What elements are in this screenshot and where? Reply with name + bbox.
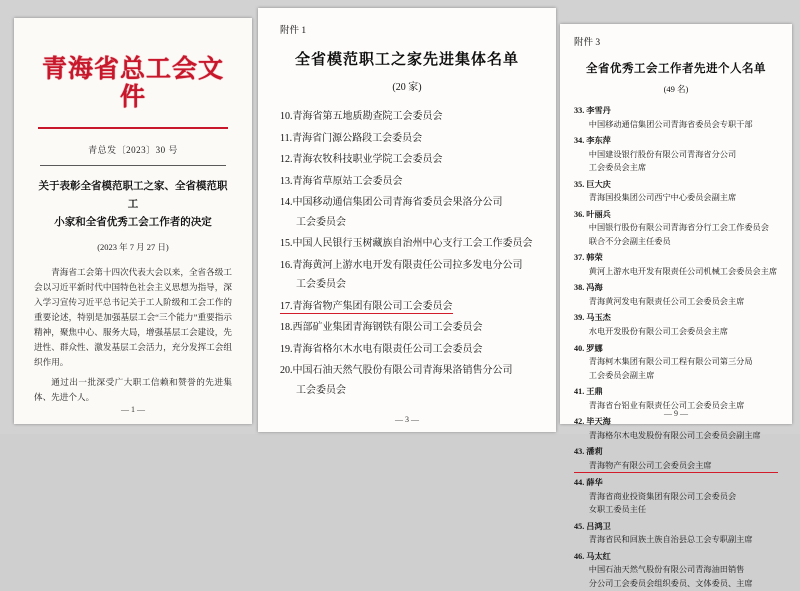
list-item bbox=[574, 251, 778, 278]
list-item bbox=[574, 134, 778, 175]
right-list-subtitle: (49 名) bbox=[663, 84, 689, 94]
list-item-detail: 青海省民和回族土族自治县总工会专职副主席 bbox=[588, 535, 753, 545]
list-item-text: 17.青海省物产集团有限公司工会委员会 bbox=[280, 300, 453, 312]
list-item bbox=[574, 208, 778, 249]
masthead-divider bbox=[38, 127, 228, 129]
list-item-name: 34. 李东萍 bbox=[574, 136, 611, 146]
list-item-detail: 青海柯木集团有限公司工程有限公司第三分局 bbox=[588, 357, 753, 367]
list-item bbox=[574, 104, 778, 131]
list-item-detail: 青海省台铝业有限责任公司工会委员会主席 bbox=[588, 400, 745, 410]
list-item bbox=[574, 281, 778, 308]
list-item bbox=[574, 415, 778, 442]
list-item-detail: 青海物产有限公司工会委员会主席 bbox=[574, 459, 778, 474]
list-item-text: 14.中国移动通信集团公司青海省委员会果洛分公司 bbox=[280, 197, 503, 208]
list-item-text: 15.中国人民银行玉树藏族自治州中心支行工会工作委员会 bbox=[280, 238, 533, 249]
list-item-detail: 青海省商业投资集团有限公司工会委员会 bbox=[588, 491, 737, 501]
left-page-content bbox=[14, 18, 252, 424]
list-item-detail: 青海格尔木电发股份有限公司工会委员会副主席 bbox=[588, 430, 761, 440]
list-item-name: 40. 罗娜 bbox=[574, 343, 603, 353]
list-item bbox=[280, 234, 534, 254]
list-item-name: 46. 马太红 bbox=[574, 551, 611, 561]
list-item-detail: 女职工委员主任 bbox=[588, 505, 647, 515]
list-item-detail: 青海国投集团公司西宁中心委员会副主席 bbox=[588, 193, 737, 203]
center-list-subtitle: (20 家) bbox=[392, 82, 422, 93]
list-item-name: 39. 马玉杰 bbox=[574, 313, 611, 323]
list-item bbox=[280, 340, 534, 360]
document-title-line-2: 小家和全省优秀工会工作者的决定 bbox=[54, 216, 212, 228]
list-item-detail: 中国建设银行股份有限公司青海省分公司 bbox=[588, 149, 737, 159]
list-item-name: 35. 巨大庆 bbox=[574, 179, 611, 189]
list-item-name: 33. 李雪丹 bbox=[574, 106, 611, 115]
list-item bbox=[280, 107, 534, 127]
document-body bbox=[34, 265, 232, 405]
list-item-name: 45. 吕鸿卫 bbox=[574, 521, 611, 531]
header-divider bbox=[40, 165, 226, 166]
list-item bbox=[574, 342, 778, 383]
list-item-name: 36. 叶丽兵 bbox=[574, 209, 611, 219]
list-item-name: 42. 毕天海 bbox=[574, 417, 611, 427]
list-item bbox=[574, 550, 778, 591]
list-item bbox=[574, 476, 778, 517]
list-item bbox=[280, 193, 534, 232]
list-item bbox=[574, 178, 778, 205]
list-item-detail: 分公司工会委员会组织委员、文体委员、主席 bbox=[588, 579, 753, 588]
list-item-detail: 中国石油天然气股份有限公司青海油田销售 bbox=[588, 565, 745, 575]
document-date: (2023 年 7 月 27 日) bbox=[97, 241, 169, 252]
list-item-detail: 中国银行股份有限公司青海省分行工会工作委员会 bbox=[588, 223, 769, 233]
list-item bbox=[280, 318, 534, 338]
list-item-detail: 工会委员会主席 bbox=[588, 163, 647, 173]
list-item bbox=[280, 172, 534, 192]
list-item-detail: 联合不分会副主任委员 bbox=[588, 236, 671, 246]
attachment-label-1: 附件 1 bbox=[280, 26, 307, 36]
list-item-detail: 黄河上游水电开发有限责任公司机械工会委员会主席 bbox=[588, 266, 778, 276]
list-item-detail: 工会委员会副主席 bbox=[588, 370, 655, 380]
list-item-detail: 青海黄河发电有限责任公司工会委员会主席 bbox=[588, 296, 745, 306]
body-paragraph-2: 通过出一批深受广大职工信赖和赞誉的先进集体、先进个人。 bbox=[34, 376, 232, 402]
list-item-text: 19.青海省格尔木水电有限责任公司工会委员会 bbox=[280, 343, 483, 355]
list-item bbox=[280, 256, 534, 295]
list-item-detail: 中国移动通信集团公司青海省委员会专职干部 bbox=[588, 119, 753, 129]
document-number: 青总发〔2023〕30 号 bbox=[88, 145, 178, 155]
center-page-content bbox=[258, 8, 556, 432]
right-name-list bbox=[574, 104, 778, 591]
list-item bbox=[280, 129, 534, 149]
list-item bbox=[574, 520, 778, 547]
list-item bbox=[280, 361, 534, 400]
left-page-number: — 1 — bbox=[121, 405, 145, 414]
list-item-text: 12.青海农牧科技职业学院工会委员会 bbox=[280, 154, 443, 165]
document-page-right bbox=[560, 24, 792, 588]
list-item-text: 20.中国石油天然气股份有限公司青海果洛销售分公司 bbox=[280, 365, 513, 376]
list-item bbox=[280, 297, 534, 317]
center-page-number: — 3 — bbox=[395, 415, 419, 424]
list-item-continuation: 工会委员会 bbox=[296, 216, 346, 228]
list-item-text: 11.青海省门源公路段工会委员会 bbox=[280, 132, 423, 144]
list-item-detail: 水电开发股份有限公司工会委员会主席 bbox=[588, 326, 728, 336]
body-paragraph-1: 青海省工会第十四次代表大会以来，全省各级工会以习近平新时代中国特色社会主义思想为指导，深入学习宣传习近平总书记关于工人阶级和工会工作的重要论述，特别是加强基层工会“三个能力”重要指示精神，聚焦中心、服务大局，增强基层工会建设，先进性、群众性、激发基层工会活力，充分发挥工会组织作用。 bbox=[34, 266, 232, 367]
list-item bbox=[574, 311, 778, 338]
document-page-left bbox=[14, 18, 252, 424]
list-item-name: 37. 韩荣 bbox=[574, 253, 603, 263]
list-item-text: 18.西部矿业集团青海钢铁有限公司工会委员会 bbox=[280, 322, 483, 333]
list-item-name: 38. 冯海 bbox=[574, 283, 603, 293]
list-item-name: 43. 潘莉 bbox=[574, 447, 603, 457]
document-title-line-1: 关于表彰全省模范职工之家、全省模范职工 bbox=[38, 181, 228, 210]
list-item-continuation: 工会委员会 bbox=[296, 384, 346, 396]
right-list-title: 全省优秀工会工作者先进个人名单 bbox=[586, 63, 766, 75]
attachment-label-3: 附件 3 bbox=[574, 38, 601, 48]
center-name-list bbox=[280, 107, 534, 400]
list-item-text: 16.青海黄河上游水电开发有限责任公司拉多发电分公司 bbox=[280, 259, 523, 271]
list-item bbox=[280, 150, 534, 170]
document-page-center bbox=[258, 8, 556, 432]
list-item-name: 41. 王鼎 bbox=[574, 387, 603, 397]
right-page-content bbox=[560, 24, 792, 588]
masthead-title: 青海省总工会文件 bbox=[41, 56, 224, 111]
list-item-name: 44. 薛华 bbox=[574, 478, 603, 488]
list-item-text: 13.青海省草原站工会委员会 bbox=[280, 175, 403, 187]
list-item-continuation: 工会委员会 bbox=[296, 279, 346, 290]
right-page-number: — 9 — bbox=[664, 409, 688, 418]
list-item-text: 10.青海省第五地质勘查院工会委员会 bbox=[280, 111, 443, 122]
list-item bbox=[574, 445, 778, 473]
center-list-title: 全省模范职工之家先进集体名单 bbox=[294, 52, 519, 68]
